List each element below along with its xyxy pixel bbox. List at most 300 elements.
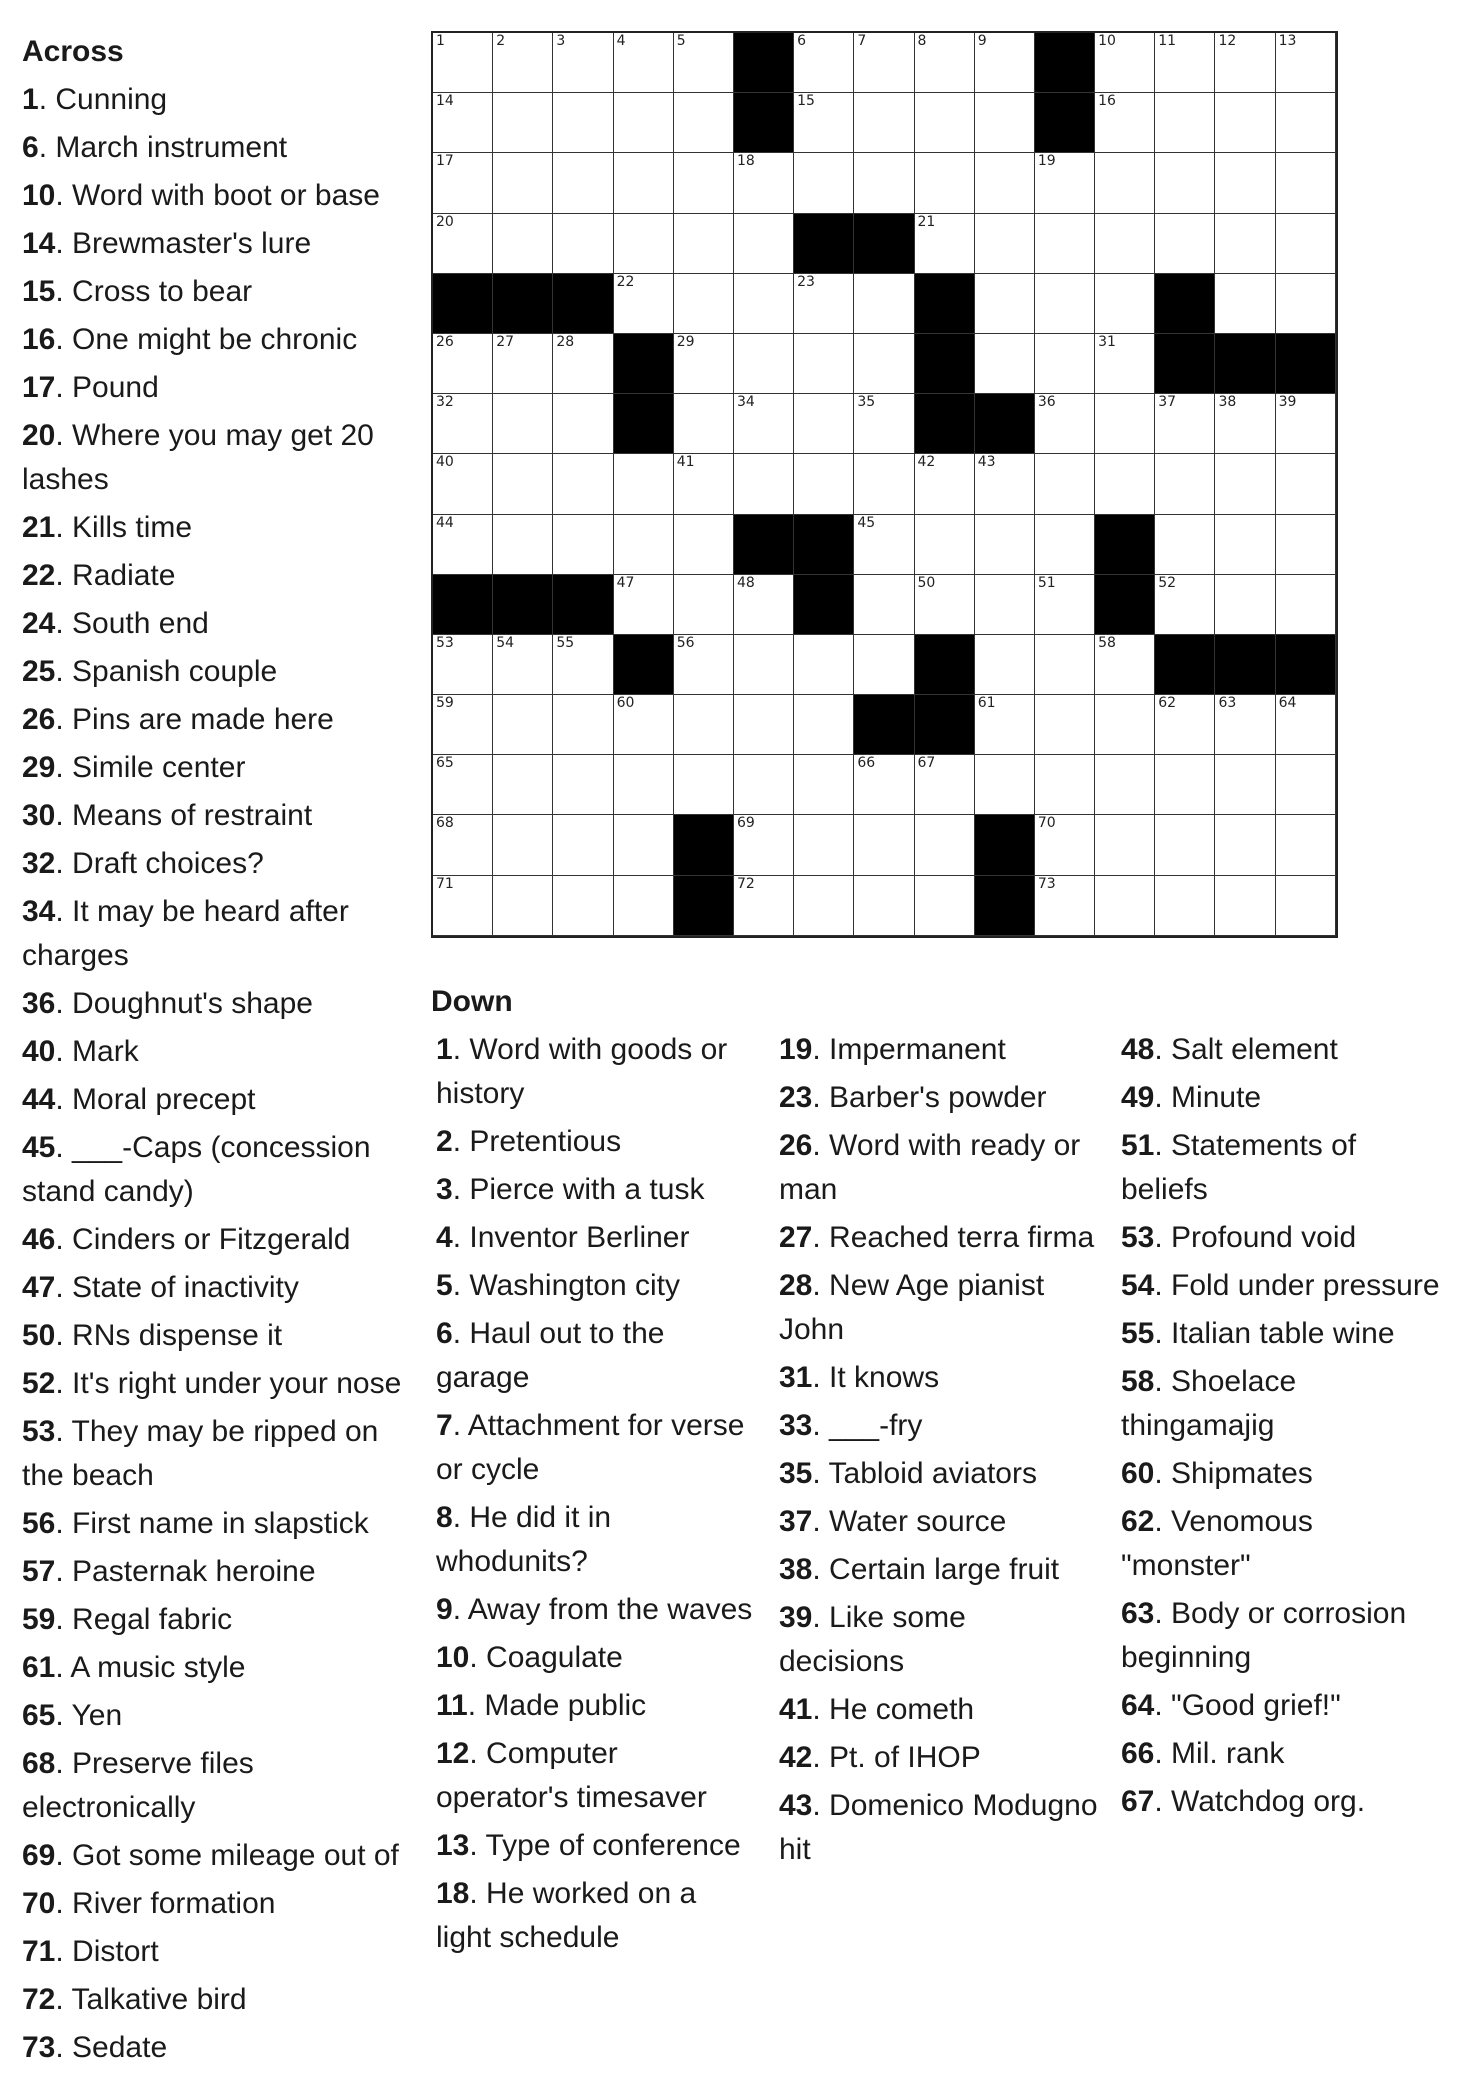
clue-text: River formation [72, 1887, 276, 1920]
black-square [553, 274, 613, 334]
clue-item [22, 126, 412, 170]
black-square [614, 394, 674, 454]
grid-cell[interactable] [1276, 876, 1336, 936]
cell-number: 35 [857, 394, 876, 411]
grid-cell[interactable] [1276, 515, 1336, 575]
clue-text: Got some mileage out of [72, 1839, 399, 1872]
grid-cell[interactable] [734, 815, 794, 875]
grid-cell[interactable] [1215, 214, 1275, 274]
grid-cell[interactable] [493, 394, 553, 454]
grid-cell[interactable] [1095, 815, 1155, 875]
grid-cell[interactable] [614, 815, 674, 875]
clue-text: A music style [70, 1651, 246, 1684]
clue-item [22, 270, 412, 314]
grid-cell[interactable] [1276, 695, 1336, 755]
grid-cell[interactable] [1276, 274, 1336, 334]
grid-cell[interactable] [854, 274, 914, 334]
grid-cell[interactable] [1215, 153, 1275, 213]
grid-cell[interactable] [433, 695, 493, 755]
grid-cell[interactable] [493, 635, 553, 695]
grid-cell[interactable] [493, 33, 553, 93]
grid-cell[interactable] [854, 755, 914, 815]
clue-item [779, 1404, 1099, 1448]
grid-cell[interactable] [674, 33, 734, 93]
clue-text: Pretentious [469, 1125, 622, 1158]
grid-cell[interactable] [975, 515, 1035, 575]
cell-number: 71 [436, 875, 454, 892]
grid-cell[interactable] [1276, 214, 1336, 274]
grid-cell[interactable] [614, 755, 674, 815]
grid-cell[interactable] [553, 394, 613, 454]
black-square [734, 93, 794, 153]
clue-separator: . [469, 1641, 487, 1674]
grid-cell[interactable] [1035, 515, 1095, 575]
grid-cell[interactable] [915, 815, 975, 875]
clue-number: 20 [22, 419, 56, 452]
grid-cell[interactable] [493, 153, 553, 213]
grid-cell[interactable] [433, 454, 493, 514]
grid-cell[interactable] [1095, 334, 1155, 394]
grid-cell[interactable] [1095, 695, 1155, 755]
grid-cell[interactable] [854, 334, 914, 394]
grid-cell[interactable] [493, 755, 553, 815]
grid-cell[interactable] [915, 454, 975, 514]
grid-cell[interactable] [734, 695, 794, 755]
grid-cell[interactable] [1215, 394, 1275, 454]
grid-cell[interactable] [674, 515, 734, 575]
clue-item [1121, 1216, 1441, 1260]
grid-cell[interactable] [1095, 635, 1155, 695]
grid-cell[interactable] [1155, 695, 1215, 755]
clue-item [779, 1784, 1099, 1872]
grid-cell[interactable] [1095, 755, 1155, 815]
grid-cell[interactable] [915, 515, 975, 575]
grid-cell[interactable] [553, 93, 613, 153]
clue-text: Profound void [1171, 1221, 1357, 1254]
clue-item [436, 1588, 756, 1632]
black-square [975, 815, 1035, 875]
clue-text: Body or corrosion beginning [1121, 1597, 1407, 1674]
cell-number: 73 [1037, 875, 1056, 892]
black-square [674, 876, 734, 936]
grid-cell[interactable] [734, 755, 794, 815]
grid-cell[interactable] [1155, 515, 1215, 575]
clue-number: 47 [22, 1271, 56, 1304]
grid-cell[interactable] [674, 153, 734, 213]
grid-cell[interactable] [1095, 454, 1155, 514]
clue-text: Distort [72, 1935, 159, 1968]
grid-cell[interactable] [1035, 635, 1095, 695]
cell-number: 27 [496, 333, 515, 350]
cell-number: 2 [496, 33, 506, 49]
grid-cell[interactable] [674, 394, 734, 454]
grid-cell[interactable] [915, 214, 975, 274]
black-square [614, 635, 674, 695]
clue-item [1121, 1124, 1441, 1212]
clue-item [436, 1120, 756, 1164]
grid-cell[interactable] [433, 33, 493, 93]
grid-cell[interactable] [553, 515, 613, 575]
grid-cell[interactable] [734, 274, 794, 334]
grid-cell[interactable] [1276, 153, 1336, 213]
grid-cell[interactable] [433, 334, 493, 394]
grid-cell[interactable] [553, 695, 613, 755]
clue-separator: . [1154, 1221, 1172, 1254]
clue-number: 4 [436, 1221, 453, 1254]
grid-cell[interactable] [794, 695, 854, 755]
clue-text: Brewmaster's lure [72, 227, 312, 260]
grid-cell[interactable] [794, 394, 854, 454]
grid-cell[interactable] [854, 454, 914, 514]
clue-item [779, 1356, 1099, 1400]
grid-cell[interactable] [1215, 695, 1275, 755]
black-square [1155, 334, 1215, 394]
grid-cell[interactable] [1035, 454, 1095, 514]
clue-text: Moral precept [72, 1083, 256, 1116]
grid-cell[interactable] [553, 153, 613, 213]
grid-cell[interactable] [1095, 153, 1155, 213]
clue-separator: . [55, 1415, 72, 1448]
grid-cell[interactable] [433, 153, 493, 213]
black-square [1095, 575, 1155, 635]
grid-cell[interactable] [1095, 394, 1155, 454]
grid-cell[interactable] [854, 93, 914, 153]
clue-number: 24 [22, 607, 56, 640]
clue-separator: . [55, 1367, 73, 1400]
grid-cell[interactable] [674, 274, 734, 334]
clue-separator: . [467, 1689, 485, 1722]
grid-cell[interactable] [614, 153, 674, 213]
grid-cell[interactable] [614, 575, 674, 635]
grid-cell[interactable] [493, 454, 553, 514]
grid-cell[interactable] [975, 695, 1035, 755]
grid-cell[interactable] [1155, 214, 1215, 274]
grid-cell[interactable] [1155, 394, 1215, 454]
grid-cell[interactable] [975, 33, 1035, 93]
grid-cell[interactable] [1276, 755, 1336, 815]
grid-cell[interactable] [915, 876, 975, 936]
clue-number: 68 [22, 1747, 56, 1780]
grid-cell[interactable] [493, 695, 553, 755]
clue-item [779, 1076, 1099, 1120]
grid-cell[interactable] [1035, 274, 1095, 334]
cell-number: 8 [917, 33, 927, 49]
grid-cell[interactable] [854, 515, 914, 575]
cell-number: 21 [917, 213, 936, 230]
grid-cell[interactable] [1035, 334, 1095, 394]
grid-cell[interactable] [975, 635, 1035, 695]
clue-separator: . [55, 607, 73, 640]
grid-cell[interactable] [734, 334, 794, 394]
grid-cell[interactable] [493, 876, 553, 936]
grid-cell[interactable] [734, 394, 794, 454]
cell-number: 19 [1037, 153, 1056, 170]
grid-cell[interactable] [1035, 695, 1095, 755]
grid-cell[interactable] [1035, 153, 1095, 213]
clue-item [22, 1030, 412, 1074]
clue-text: Impermanent [829, 1033, 1006, 1066]
clue-item [22, 1126, 412, 1214]
grid-cell[interactable] [1095, 214, 1155, 274]
grid-cell[interactable] [1035, 876, 1095, 936]
grid-cell[interactable] [1155, 93, 1215, 153]
clue-separator: . [812, 1693, 830, 1726]
clue-item [22, 414, 412, 502]
clue-separator: . [55, 1083, 73, 1116]
grid-cell[interactable] [674, 755, 734, 815]
grid-cell[interactable] [493, 515, 553, 575]
grid-cell[interactable] [1215, 755, 1275, 815]
grid-cell[interactable] [674, 93, 734, 153]
grid-cell[interactable] [854, 33, 914, 93]
grid-cell[interactable] [1035, 755, 1095, 815]
clue-number: 27 [779, 1221, 813, 1254]
grid-cell[interactable] [614, 515, 674, 575]
grid-cell[interactable] [1155, 153, 1215, 213]
grid-cell[interactable] [614, 214, 674, 274]
down-heading: Down [431, 985, 513, 1018]
clue-item [779, 1596, 1099, 1684]
clue-text: Type of conference [485, 1829, 741, 1862]
grid-cell[interactable] [1035, 575, 1095, 635]
grid-cell[interactable] [975, 214, 1035, 274]
grid-cell[interactable] [1035, 214, 1095, 274]
grid-cell[interactable] [553, 33, 613, 93]
grid-cell[interactable] [433, 515, 493, 575]
grid-cell[interactable] [614, 876, 674, 936]
clue-text: Word with boot or base [72, 179, 380, 212]
grid-cell[interactable] [854, 575, 914, 635]
clue-separator: . [55, 1507, 73, 1540]
clue-separator: . [469, 1877, 487, 1910]
grid-cell[interactable] [975, 274, 1035, 334]
grid-cell[interactable] [1276, 33, 1336, 93]
grid-cell[interactable] [614, 695, 674, 755]
grid-cell[interactable] [1035, 394, 1095, 454]
grid-cell[interactable] [1095, 876, 1155, 936]
grid-cell[interactable] [674, 695, 734, 755]
grid-cell[interactable] [553, 876, 613, 936]
grid-cell[interactable] [1035, 815, 1095, 875]
grid-cell[interactable] [1155, 575, 1215, 635]
grid-cell[interactable] [915, 33, 975, 93]
grid-cell[interactable] [553, 454, 613, 514]
grid-cell[interactable] [794, 153, 854, 213]
grid-cell[interactable] [614, 274, 674, 334]
grid-cell[interactable] [975, 334, 1035, 394]
grid-cell[interactable] [1215, 515, 1275, 575]
clue-number: 37 [779, 1505, 813, 1538]
clue-item [22, 1502, 412, 1546]
grid-cell[interactable] [794, 876, 854, 936]
grid-cell[interactable] [493, 214, 553, 274]
grid-cell[interactable] [1215, 274, 1275, 334]
clue-separator: . [55, 703, 73, 736]
grid-cell[interactable] [614, 93, 674, 153]
grid-cell[interactable] [794, 33, 854, 93]
grid-cell[interactable] [674, 454, 734, 514]
cell-number: 1 [436, 33, 445, 49]
grid-cell[interactable] [854, 153, 914, 213]
clue-text: Fold under pressure [1171, 1269, 1440, 1302]
grid-cell[interactable] [1155, 876, 1215, 936]
grid-cell[interactable] [614, 33, 674, 93]
black-square [1035, 93, 1095, 153]
grid-cell[interactable] [433, 214, 493, 274]
grid-cell[interactable] [1095, 93, 1155, 153]
grid-cell[interactable] [1276, 575, 1336, 635]
clue-item [436, 1684, 756, 1728]
clue-separator: . [452, 1501, 470, 1534]
grid-cell[interactable] [975, 153, 1035, 213]
grid-cell[interactable] [854, 635, 914, 695]
clue-number: 53 [1121, 1221, 1155, 1254]
clue-text: South end [72, 607, 209, 640]
grid-cell[interactable] [734, 575, 794, 635]
cell-number: 66 [857, 755, 876, 772]
grid-cell[interactable] [794, 815, 854, 875]
clue-text: Preserve files electronically [22, 1747, 254, 1824]
clue-item [22, 1362, 412, 1406]
grid-cell[interactable] [433, 755, 493, 815]
grid-cell[interactable] [734, 876, 794, 936]
clue-item [22, 222, 412, 266]
grid-cell[interactable] [553, 635, 613, 695]
clue-item [436, 1264, 756, 1308]
grid-cell[interactable] [553, 214, 613, 274]
grid-cell[interactable] [1215, 575, 1275, 635]
grid-cell[interactable] [794, 635, 854, 695]
clue-item [1121, 1028, 1441, 1072]
clue-separator: . [1154, 1317, 1172, 1350]
grid-cell[interactable] [1276, 93, 1336, 153]
cell-number: 39 [1278, 394, 1297, 411]
down-clue-list-3 [1121, 1028, 1441, 1828]
grid-cell[interactable] [433, 394, 493, 454]
black-square [734, 33, 794, 93]
grid-cell[interactable] [1215, 93, 1275, 153]
grid-cell[interactable] [493, 334, 553, 394]
grid-cell[interactable] [1215, 815, 1275, 875]
clue-text: Washington city [469, 1269, 681, 1302]
grid-cell[interactable] [1155, 815, 1215, 875]
clue-separator: . [55, 1131, 73, 1164]
grid-cell[interactable] [553, 755, 613, 815]
black-square [1155, 274, 1215, 334]
clue-number: 56 [22, 1507, 56, 1540]
clue-item [22, 174, 412, 218]
grid-cell[interactable] [734, 153, 794, 213]
grid-cell[interactable] [614, 454, 674, 514]
grid-cell[interactable] [1276, 454, 1336, 514]
grid-cell[interactable] [915, 575, 975, 635]
grid-cell[interactable] [975, 755, 1035, 815]
cell-number: 43 [977, 454, 996, 471]
cell-number: 28 [556, 333, 575, 350]
grid-cell[interactable] [794, 334, 854, 394]
grid-cell[interactable] [433, 635, 493, 695]
grid-cell[interactable] [433, 93, 493, 153]
grid-cell[interactable] [794, 93, 854, 153]
grid-cell[interactable] [1155, 33, 1215, 93]
clue-number: 53 [22, 1415, 56, 1448]
grid-cell[interactable] [433, 815, 493, 875]
clue-separator: . [1154, 1737, 1172, 1770]
clue-number: 58 [1121, 1365, 1155, 1398]
clue-number: 30 [22, 799, 56, 832]
black-square [493, 274, 553, 334]
clue-number: 71 [22, 1935, 56, 1968]
grid-cell[interactable] [493, 93, 553, 153]
grid-cell[interactable] [1095, 33, 1155, 93]
clue-text: Barber's powder [829, 1081, 1047, 1114]
grid-cell[interactable] [915, 93, 975, 153]
clue-separator: . [55, 751, 73, 784]
grid-cell[interactable] [854, 876, 914, 936]
clue-text: ___-Caps (concession stand candy) [22, 1131, 371, 1208]
clue-separator: . [55, 419, 73, 452]
grid-cell[interactable] [734, 454, 794, 514]
clue-text: They may be ripped on the beach [22, 1415, 379, 1492]
clue-text: Spanish couple [72, 655, 278, 688]
clue-number: 7 [436, 1409, 453, 1442]
grid-cell[interactable] [493, 815, 553, 875]
grid-cell[interactable] [433, 876, 493, 936]
clue-separator: . [812, 1553, 830, 1586]
grid-cell[interactable] [975, 93, 1035, 153]
grid-cell[interactable] [794, 755, 854, 815]
clue-text: Kills time [72, 511, 193, 544]
grid-cell[interactable] [734, 214, 794, 274]
grid-cell[interactable] [674, 575, 734, 635]
clue-item [436, 1496, 756, 1584]
grid-cell[interactable] [674, 334, 734, 394]
black-square [975, 876, 1035, 936]
black-square [915, 394, 975, 454]
grid-cell[interactable] [1276, 394, 1336, 454]
grid-cell[interactable] [1155, 755, 1215, 815]
grid-cell[interactable] [553, 334, 613, 394]
grid-cell[interactable] [854, 394, 914, 454]
grid-cell[interactable] [734, 635, 794, 695]
grid-cell[interactable] [915, 153, 975, 213]
cell-number: 23 [797, 273, 815, 290]
clue-separator: . [452, 1221, 470, 1254]
clue-text: Shipmates [1171, 1457, 1313, 1490]
grid-cell[interactable] [975, 454, 1035, 514]
across-clue-list [22, 78, 412, 2074]
grid-cell[interactable] [854, 815, 914, 875]
grid-cell[interactable] [674, 635, 734, 695]
clue-separator: . [55, 1747, 73, 1780]
grid-cell[interactable] [1095, 274, 1155, 334]
clue-number: 29 [22, 751, 56, 784]
clue-text: First name in slapstick [72, 1507, 369, 1540]
grid-cell[interactable] [1276, 815, 1336, 875]
grid-cell[interactable] [1215, 454, 1275, 514]
grid-cell[interactable] [1155, 454, 1215, 514]
grid-cell[interactable] [975, 575, 1035, 635]
cell-number: 40 [436, 454, 454, 471]
grid-cell[interactable] [915, 755, 975, 815]
grid-cell[interactable] [1215, 33, 1275, 93]
grid-cell[interactable] [794, 274, 854, 334]
grid-cell[interactable] [1215, 876, 1275, 936]
grid-cell[interactable] [794, 454, 854, 514]
grid-cell[interactable] [674, 214, 734, 274]
down-clue-list-2 [779, 1028, 1099, 1876]
grid-cell[interactable] [553, 815, 613, 875]
